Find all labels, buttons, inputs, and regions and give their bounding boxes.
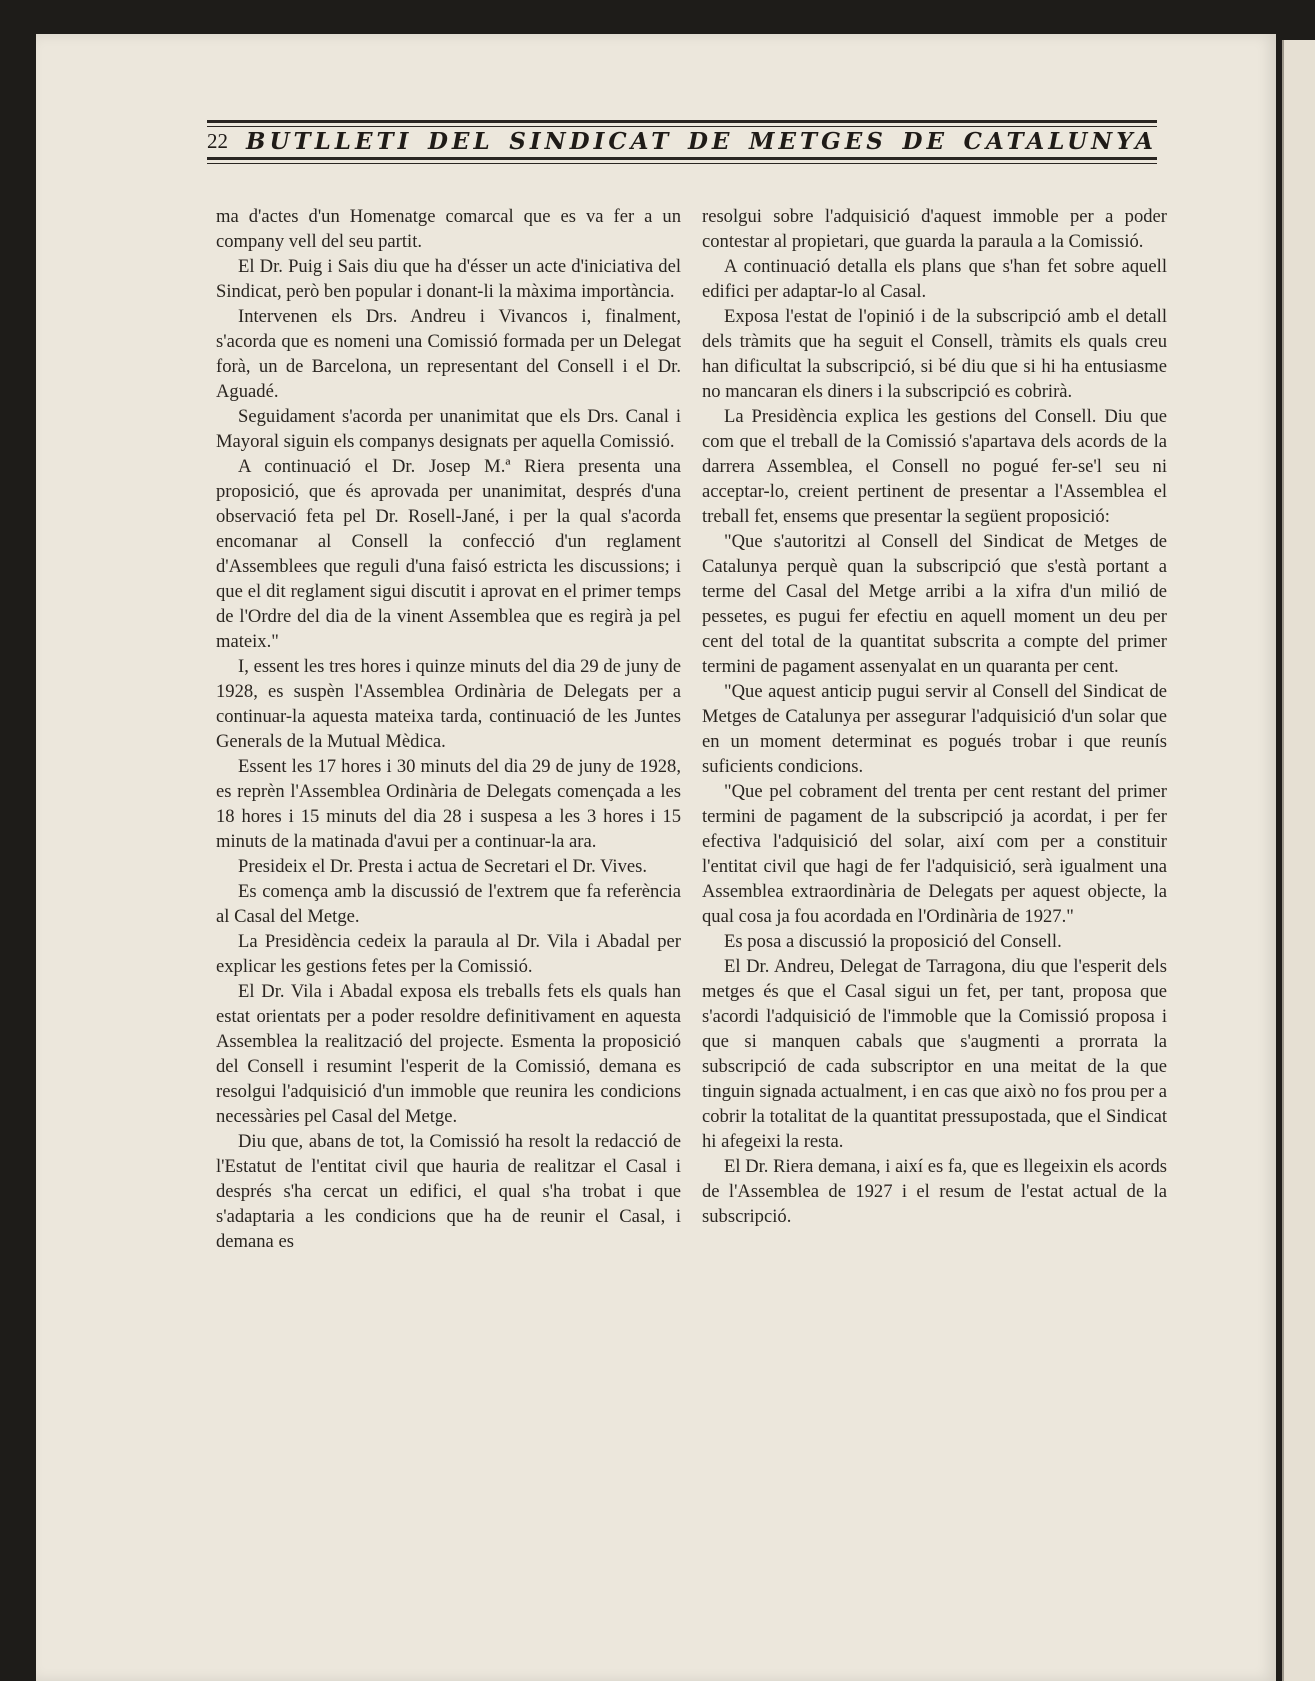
paragraph: "Que s'autoritzi al Consell del Sindicat de Metges de Catalunya perquè quan la subscripció que s'està portant a terme del Casal del Metge arribi a la xifra d'un milió de pessetes, es pugui fer efectiu en aquell moment un deu per cent del total de la quantitat subscrita a compte del primer termini de pagament assenyalat en un quaranta per cent. [702, 531, 1167, 677]
paragraph: "Que aquest anticip pugui servir al Consell del Sindicat de Metges de Catalunya per assegurar l'adquisició d'un solar que en un moment determinat es pogués trobar i que reunís suficients condicions. [702, 681, 1167, 777]
paragraph: Intervenen els Drs. Andreu i Vivancos i, finalment, s'acorda que es nomeni una Comissió formada per un Delegat forà, un de Barcelona, un representant del Consell i el Dr. Aguadé. [216, 306, 681, 402]
paragraph: Diu que, abans de tot, la Comissió ha resolt la redacció de l'Estatut de l'entitat civil que hauria de realitzar el Casal i després s'ha cercat un edifici, el qual s'ha trobat i que s'adaptaria a les condicions que ha de reunir el Casal, i demana es [216, 1131, 681, 1252]
facing-page-edge [1282, 40, 1315, 1681]
paragraph: La Presidència cedeix la paraula al Dr. Vila i Abadal per explicar les gestions fetes per la Comissió. [216, 931, 681, 977]
paragraph: El Dr. Vila i Abadal exposa els treballs fets els quals han estat orientats per a poder resoldre definitivament en aquesta Assemblea la realització del projecte. Esmenta la proposició del Consell i resumint l'esperit de la Comissió, demana es resolgui l'adquisició d'un immoble que reunira les condicions necessàries pel Casal del Metge. [216, 981, 681, 1127]
paragraph: Es comença amb la discussió de l'extrem que fa referència al Casal del Metge. [216, 881, 681, 927]
page-number: 22 [207, 129, 228, 153]
header-rule-top [207, 120, 1157, 123]
paragraph: I, essent les tres hores i quinze minuts del dia 29 de juny de 1928, es suspèn l'Assemblea Ordinària de Delegats per a continuar-la aquesta mateixa tarda, continuació de les Juntes Generals de la Mutual Mèdica. [216, 656, 681, 752]
paragraph: A continuació detalla els plans que s'han fet sobre aquell edifici per adaptar-lo al Casal. [702, 256, 1167, 302]
paragraph: Exposa l'estat de l'opinió i de la subscripció amb el detall dels tràmits que ha seguit el Consell, tràmits els quals creu han dificultat la subscripció, si bé diu que si hi ha entusiasme no mancaran els diners i la subscripció es cobrirà. [702, 306, 1167, 402]
left-column [216, 204, 681, 1254]
paragraph: Essent les 17 hores i 30 minuts del dia 29 de juny de 1928, es reprèn l'Assemblea Ordinària de Delegats començada a les 18 hores i 15 minuts del dia 28 i suspesa a les 3 hores i 15 minuts de la matinada d'avui per a continuar-la ara. [216, 756, 681, 852]
paragraph: ma d'actes d'un Homenatge comarcal que es va fer a un company vell del seu partit. [216, 206, 681, 252]
paragraph: A continuació el Dr. Josep M.ª Riera presenta una proposició, que és aprovada per unanimitat, després d'una observació feta pel Dr. Rosell-Jané, i per la qual s'acorda encomanar al Consell la confecció d'un reglament d'Assemblees que reguli d'una faisó estricta les discussions; i que el dit reglament sigui discutit i aprovat en el primer temps de l'Ordre del dia de la vinent Assemblea que es regirà ja pel mateix." [216, 456, 681, 652]
running-header [207, 126, 1157, 157]
paragraph: resolgui sobre l'adquisició d'aquest immoble per a poder contestar al propietari, que guarda la paraula a la Comissió. [702, 206, 1167, 252]
header-rule-bottom [207, 157, 1157, 160]
running-title: BUTLLETI DEL SINDICAT DE METGES DE CATALUNYA [246, 128, 1157, 155]
paragraph: El Dr. Andreu, Delegat de Tarragona, diu que l'esperit dels metges és que el Casal sigui un fet, per tant, proposa que s'acordi l'adquisició de l'immoble que la Comissió proposa i que si manquen cabals que s'augmenti a prorrata la subscripció de cada subscriptor en una meitat de la que tinguin signada actualment, i en cas que això no fos prou per a cobrir la totalitat de la quantitat pressupostada, que el Sindicat hi afegeixi la resta. [702, 956, 1167, 1152]
paragraph: Es posa a discussió la proposició del Consell. [724, 931, 1062, 952]
paragraph: "Que pel cobrament del trenta per cent restant del primer termini de pagament de la subscripció ja acordat, i per fer efectiva l'adquisició del solar, així com per a constituir l'entitat civil que hagi de fer l'adquisició, serà igualment una Assemblea extraordinària de Delegats per aquest objecte, la qual cosa ja fou acordada en l'Ordinària de 1927." [702, 781, 1167, 927]
paragraph: La Presidència explica les gestions del Consell. Diu que com que el treball de la Comissió s'apartava dels acords de la darrera Assemblea, el Consell no pogué fer-se'l seu ni acceptar-lo, creient pertinent de presentar a l'Assemblea el treball fet, ensems que presentar la següent proposició: [702, 406, 1167, 527]
right-column [702, 204, 1167, 1229]
paragraph: El Dr. Riera demana, i així es fa, que es llegeixin els acords de l'Assemblea de 1927 i el resum de l'estat actual de la subscripció. [702, 1156, 1167, 1227]
paragraph: El Dr. Puig i Sais diu que ha d'ésser un acte d'iniciativa del Sindicat, però ben popular i donant-li la màxima importància. [216, 256, 681, 302]
paragraph: Seguidament s'acorda per unanimitat que els Drs. Canal i Mayoral siguin els companys designats per aquella Comissió. [216, 406, 681, 452]
header-rule-bottom-thin [207, 163, 1157, 164]
paragraph: Presideix el Dr. Presta i actua de Secretari el Dr. Vives. [238, 856, 648, 877]
